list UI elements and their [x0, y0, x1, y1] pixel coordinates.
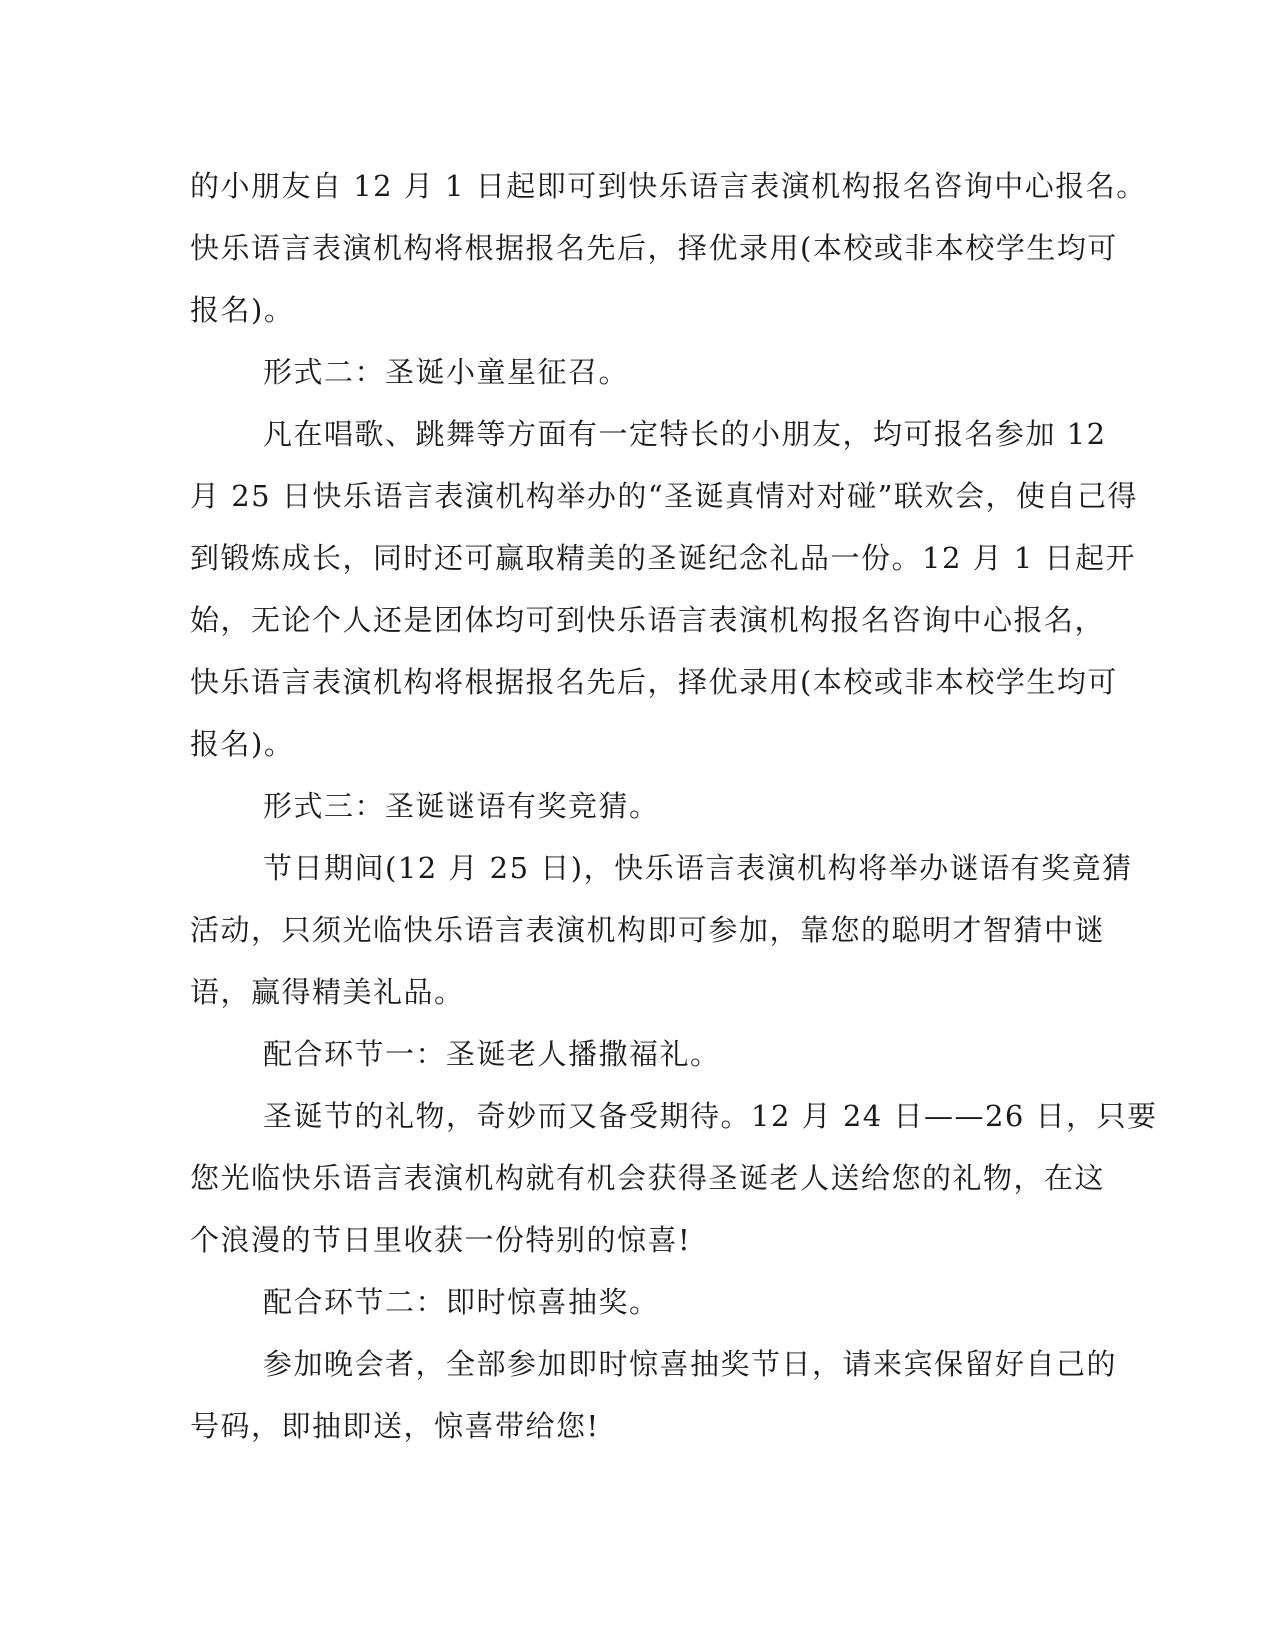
- text-line: 号码，即抽即送，惊喜带给您!: [190, 1409, 600, 1443]
- text-line: 的小朋友自 12 月 1 日起即可到快乐语言表演机构报名咨询中心报名。: [190, 169, 1147, 203]
- text-line: 到锻炼成长，同时还可赢取精美的圣诞纪念礼品一份。12 月 1 日起开: [190, 541, 1137, 575]
- text-line: 圣诞节的礼物，奇妙而又备受期待。12 月 24 日——26 日，只要: [263, 1099, 1158, 1133]
- section-heading: 配合环节二：即时惊喜抽奖。: [263, 1285, 660, 1319]
- text-line: 个浪漫的节日里收获一份特别的惊喜!: [190, 1223, 692, 1257]
- text-line: 快乐语言表演机构将根据报名先后，择优录用(本校或非本校学生均可: [190, 231, 1118, 265]
- text-line: 月 25 日快乐语言表演机构举办的“圣诞真情对对碰”联欢会，使自己得: [190, 479, 1138, 513]
- section-heading: 形式二：圣诞小童星征召。: [263, 355, 630, 389]
- text-line: 参加晚会者，全部参加即时惊喜抽奖节日，请来宾保留好自己的: [263, 1347, 1118, 1381]
- text-line: 语，赢得精美礼品。: [190, 975, 465, 1009]
- text-line: 节日期间(12 月 25 日)，快乐语言表演机构将举办谜语有奖竟猜: [263, 851, 1133, 885]
- document-body: [190, 155, 1158, 1457]
- text-line: 凡在唱歌、跳舞等方面有一定特长的小朋友，均可报名参加 12: [263, 417, 1107, 451]
- text-line: 活动，只须光临快乐语言表演机构即可参加，靠您的聪明才智猜中谜: [190, 913, 1106, 947]
- text-line: 快乐语言表演机构将根据报名先后，择优录用(本校或非本校学生均可: [190, 665, 1118, 699]
- text-line: 始，无论个人还是团体均可到快乐语言表演机构报名咨询中心报名，: [190, 603, 1106, 637]
- text-line: 报名)。: [190, 727, 295, 761]
- section-heading: 形式三：圣诞谜语有奖竞猜。: [263, 789, 660, 823]
- text-line: 您光临快乐语言表演机构就有机会获得圣诞老人送给您的礼物，在这: [190, 1161, 1106, 1195]
- section-heading: 配合环节一：圣诞老人播撒福礼。: [263, 1037, 721, 1071]
- text-line: 报名)。: [190, 293, 295, 327]
